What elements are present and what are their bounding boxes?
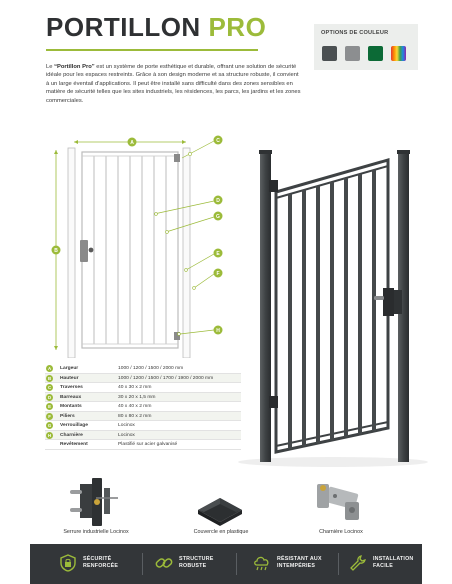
title-underline	[46, 49, 258, 51]
technical-drawing	[36, 128, 236, 358]
accessory-caption-hinge: Charnière Locinox	[319, 529, 363, 535]
drawing-label-f	[214, 269, 223, 278]
svg-text:F: F	[216, 270, 220, 277]
color-swatch-green[interactable]	[368, 46, 383, 61]
spec-table	[45, 364, 241, 450]
color-swatch-anthracite[interactable]	[322, 46, 337, 61]
spec-row: G Verrouillage Locinox	[45, 421, 241, 431]
color-options-box	[314, 24, 418, 70]
svg-text:C: C	[216, 137, 220, 144]
drawing-label-d	[214, 196, 223, 205]
accessory-caption-cap: Couvercle en plastique	[193, 529, 249, 535]
lock-icon	[56, 474, 136, 536]
svg-text:A: A	[130, 139, 134, 146]
gate-photo	[228, 140, 438, 470]
svg-text:H: H	[216, 327, 220, 334]
spec-row: B Hauteur 1000 / 1200 / 1500 / 1700 / 1900 / 2000 mm	[45, 374, 241, 384]
svg-text:E: E	[216, 250, 220, 257]
title-accent: PRO	[208, 12, 267, 42]
drawing-label-c	[214, 136, 223, 145]
product-name: “Portillon Pro”	[54, 64, 95, 70]
spec-row: Revêtement Plastifié sur acier galvanisé	[45, 440, 241, 450]
hinge-icon	[305, 474, 375, 536]
drawing-label-g	[214, 212, 223, 221]
spec-row: F Piliers 80 x 80 x 2 mm	[45, 412, 241, 422]
spec-row: C Traverses 40 x 30 x 2 mm	[45, 383, 241, 393]
color-swatch-custom[interactable]	[391, 46, 406, 61]
drawing-label-h	[214, 326, 223, 335]
color-options-label: OPTIONS DE COULEUR	[321, 30, 389, 36]
spec-row: A Largeur 1000 / 1200 / 1500 / 2000 mm	[45, 364, 241, 374]
chain-link-icon	[154, 553, 174, 573]
feature-bar: SÉCURITÉ RENFORCÉE STRUCTURE ROBUSTE RÉSISTANT AUX INTEMPÉRIES INSTALLATION FACILE	[30, 544, 422, 584]
accessory-caption-lock: Serrure industrielle Locinox	[63, 529, 129, 535]
shield-lock-icon	[58, 553, 78, 573]
svg-text:G: G	[216, 213, 220, 220]
spec-row: E Montants 40 x 40 x 2 mm	[45, 402, 241, 412]
color-swatch-grey[interactable]	[345, 46, 360, 61]
title-main: PORTILLON	[46, 12, 201, 42]
drawing-label-b	[52, 246, 61, 255]
drawing-label-a	[128, 138, 137, 147]
spec-row: H Charnière Locinox	[45, 431, 241, 441]
intro-paragraph: Le “Portillon Pro” est un système de porte esthétique et durable, offrant une solution de sécurité idéale pour les espaces restreints. Grâce à son design moderne et sa structure robuste, il convient à un large éventail d'applications. Il peut être installé sans difficulté dans des zones sensibles en matière de sécurité telles que les sites industriels, les résidences, les parcs, les jardins et les zones commerciales.	[46, 64, 301, 104]
weather-icon	[252, 553, 272, 573]
page-title	[46, 12, 266, 43]
svg-text:D: D	[216, 197, 220, 204]
wrench-icon	[348, 553, 368, 573]
svg-text:B: B	[54, 247, 58, 254]
cap-icon	[190, 474, 250, 536]
drawing-label-e	[214, 249, 223, 258]
spec-row: D Barreaux 30 x 20 x 1,5 mm	[45, 393, 241, 403]
